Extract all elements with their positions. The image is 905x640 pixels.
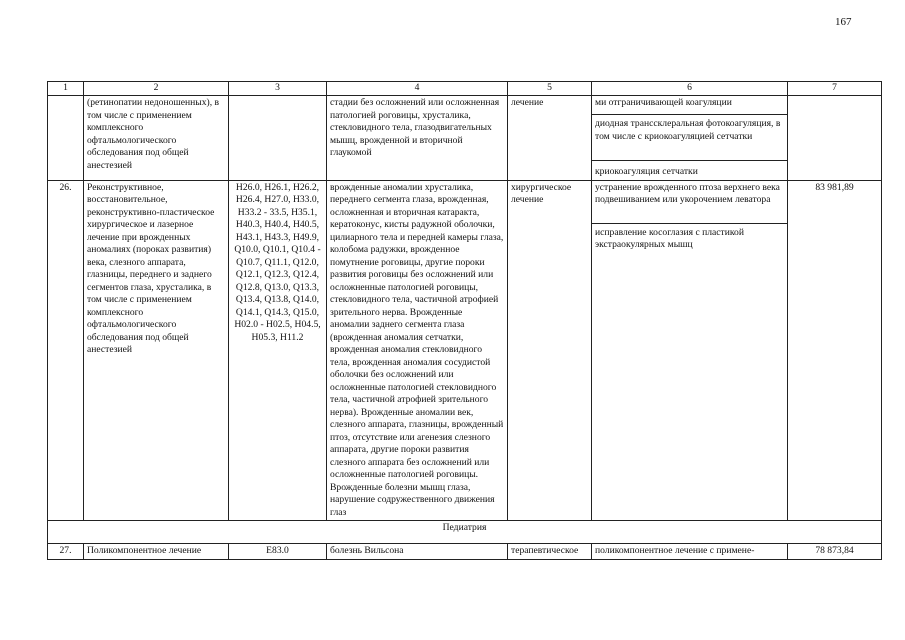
care-type-cell: (ретинопатии недоношенных), в том числе с применением комплексного офтальмологического обследования под общей анестезией (84, 96, 229, 181)
icd-codes-cell (229, 96, 327, 181)
section-title: Педиатрия (48, 521, 882, 544)
price-cell (788, 96, 882, 181)
patient-model-cell: врожденные аномалии хрусталика, переднего сегмента глаза, врожденная, осложненная и вторичная катаракта, кератоконус, кисты радужной оболочки, цилиарного тела и передней камеры глаза, колобома радужки, врожденное помутнение роговицы, другие пороки развития роговицы без осложнений или осложненные патологией роговицы, стекловидного тела, частичной атрофией зрительного нерва. Врожденные аномалии заднего сегмента глаза (врожденная аномалия сетчатки, врожденная аномалия стекловидного тела, врожденная аномалия сосудистой оболочки без осложнений или осложненные патологией стекловидного тела, частичной атрофией зрительного нерва). Врожденные аномалии век, слезного аппарата, глазницы, врожденный птоз, отсутствие или агенезия слезного аппарата, другие пороки развития слезного аппарата без осложнений или осложненные патологией роговицы. Врожденные болезни мышц глаза, нарушение содружественного движения глаз (327, 180, 508, 521)
header-col-3: 3 (229, 82, 327, 96)
icd-codes-cell: E83.0 (229, 544, 327, 560)
row-number (48, 96, 84, 181)
medical-care-table (47, 81, 882, 560)
method-item: исправление косоглазия с пластикой экстраокулярных мышц (595, 226, 744, 250)
treatment-type-cell: лечение (508, 96, 592, 181)
method-item: устранение врожденного птоза верхнего века подвешиванием или укорочением леватора (592, 182, 787, 224)
patient-model-cell: болезнь Вильсона (327, 544, 508, 560)
treatment-type-cell: хирургическое лечение (508, 180, 592, 521)
patient-model-cell: стадии без осложнений или осложненная патологией роговицы, хрусталика, стекловидного тела, глазодвигательных мышц, врожденной и вторичной глаукомой (327, 96, 508, 181)
treatment-methods-cell (592, 96, 788, 181)
care-type-cell: Поликомпонентное лечение (84, 544, 229, 560)
row-number: 26. (48, 180, 84, 521)
treatment-methods-cell: поликомпонентное лечение с примене- (592, 544, 788, 560)
header-col-7: 7 (788, 82, 882, 96)
section-row-pediatrics (48, 521, 882, 544)
method-item: ми отграничивающей коагуляции (592, 97, 787, 115)
header-col-4: 4 (327, 82, 508, 96)
icd-codes-cell: H26.0, H26.1, H26.2, H26.4, H27.0, H33.0, H33.2 - 33.5, H35.1, H40.3, H40.4, H40.5, H43.1, H43.3, H49.9, Q10.0, Q10.1, Q10.4 - Q10.7, Q11.1, Q12.0, Q12.1, Q12.3, Q12.4, Q12.8, Q13.0, Q13.3, Q13.4, Q13.8, Q14.0, Q14.1, Q14.3, Q15.0, H02.0 - H02.5, H04.5, H05.3, H11.2 (229, 180, 327, 521)
row-number: 27. (48, 544, 84, 560)
column-number-header-row (48, 82, 882, 96)
treatment-type-cell: терапевтическое (508, 544, 592, 560)
care-type-cell: Реконструктивное, восстановительное, реконструктивно-пластическое хирургическое и лазерное лечение при врожденных аномалиях (пороках развития) века, слезного аппарата, глазницы, переднего и заднего сегментов глаза, хрусталика, в том числе с применением комплексного офтальмологического обследования под общей анестезией (84, 180, 229, 521)
table-row-continued (48, 96, 882, 181)
page-number: 167 (835, 16, 852, 28)
method-item: криокоагуляция сетчатки (595, 166, 698, 177)
treatment-methods-cell (592, 180, 788, 521)
header-col-6: 6 (592, 82, 788, 96)
header-col-5: 5 (508, 82, 592, 96)
header-col-1: 1 (48, 82, 84, 96)
price-cell: 83 981,89 (788, 180, 882, 521)
table-row-26 (48, 180, 882, 521)
price-cell: 78 873,84 (788, 544, 882, 560)
method-item: диодная транссклеральная фотокоагуляция, в том числе с криокоагуляцией сетчатки (592, 115, 787, 161)
table-row-27 (48, 544, 882, 560)
header-col-2: 2 (84, 82, 229, 96)
